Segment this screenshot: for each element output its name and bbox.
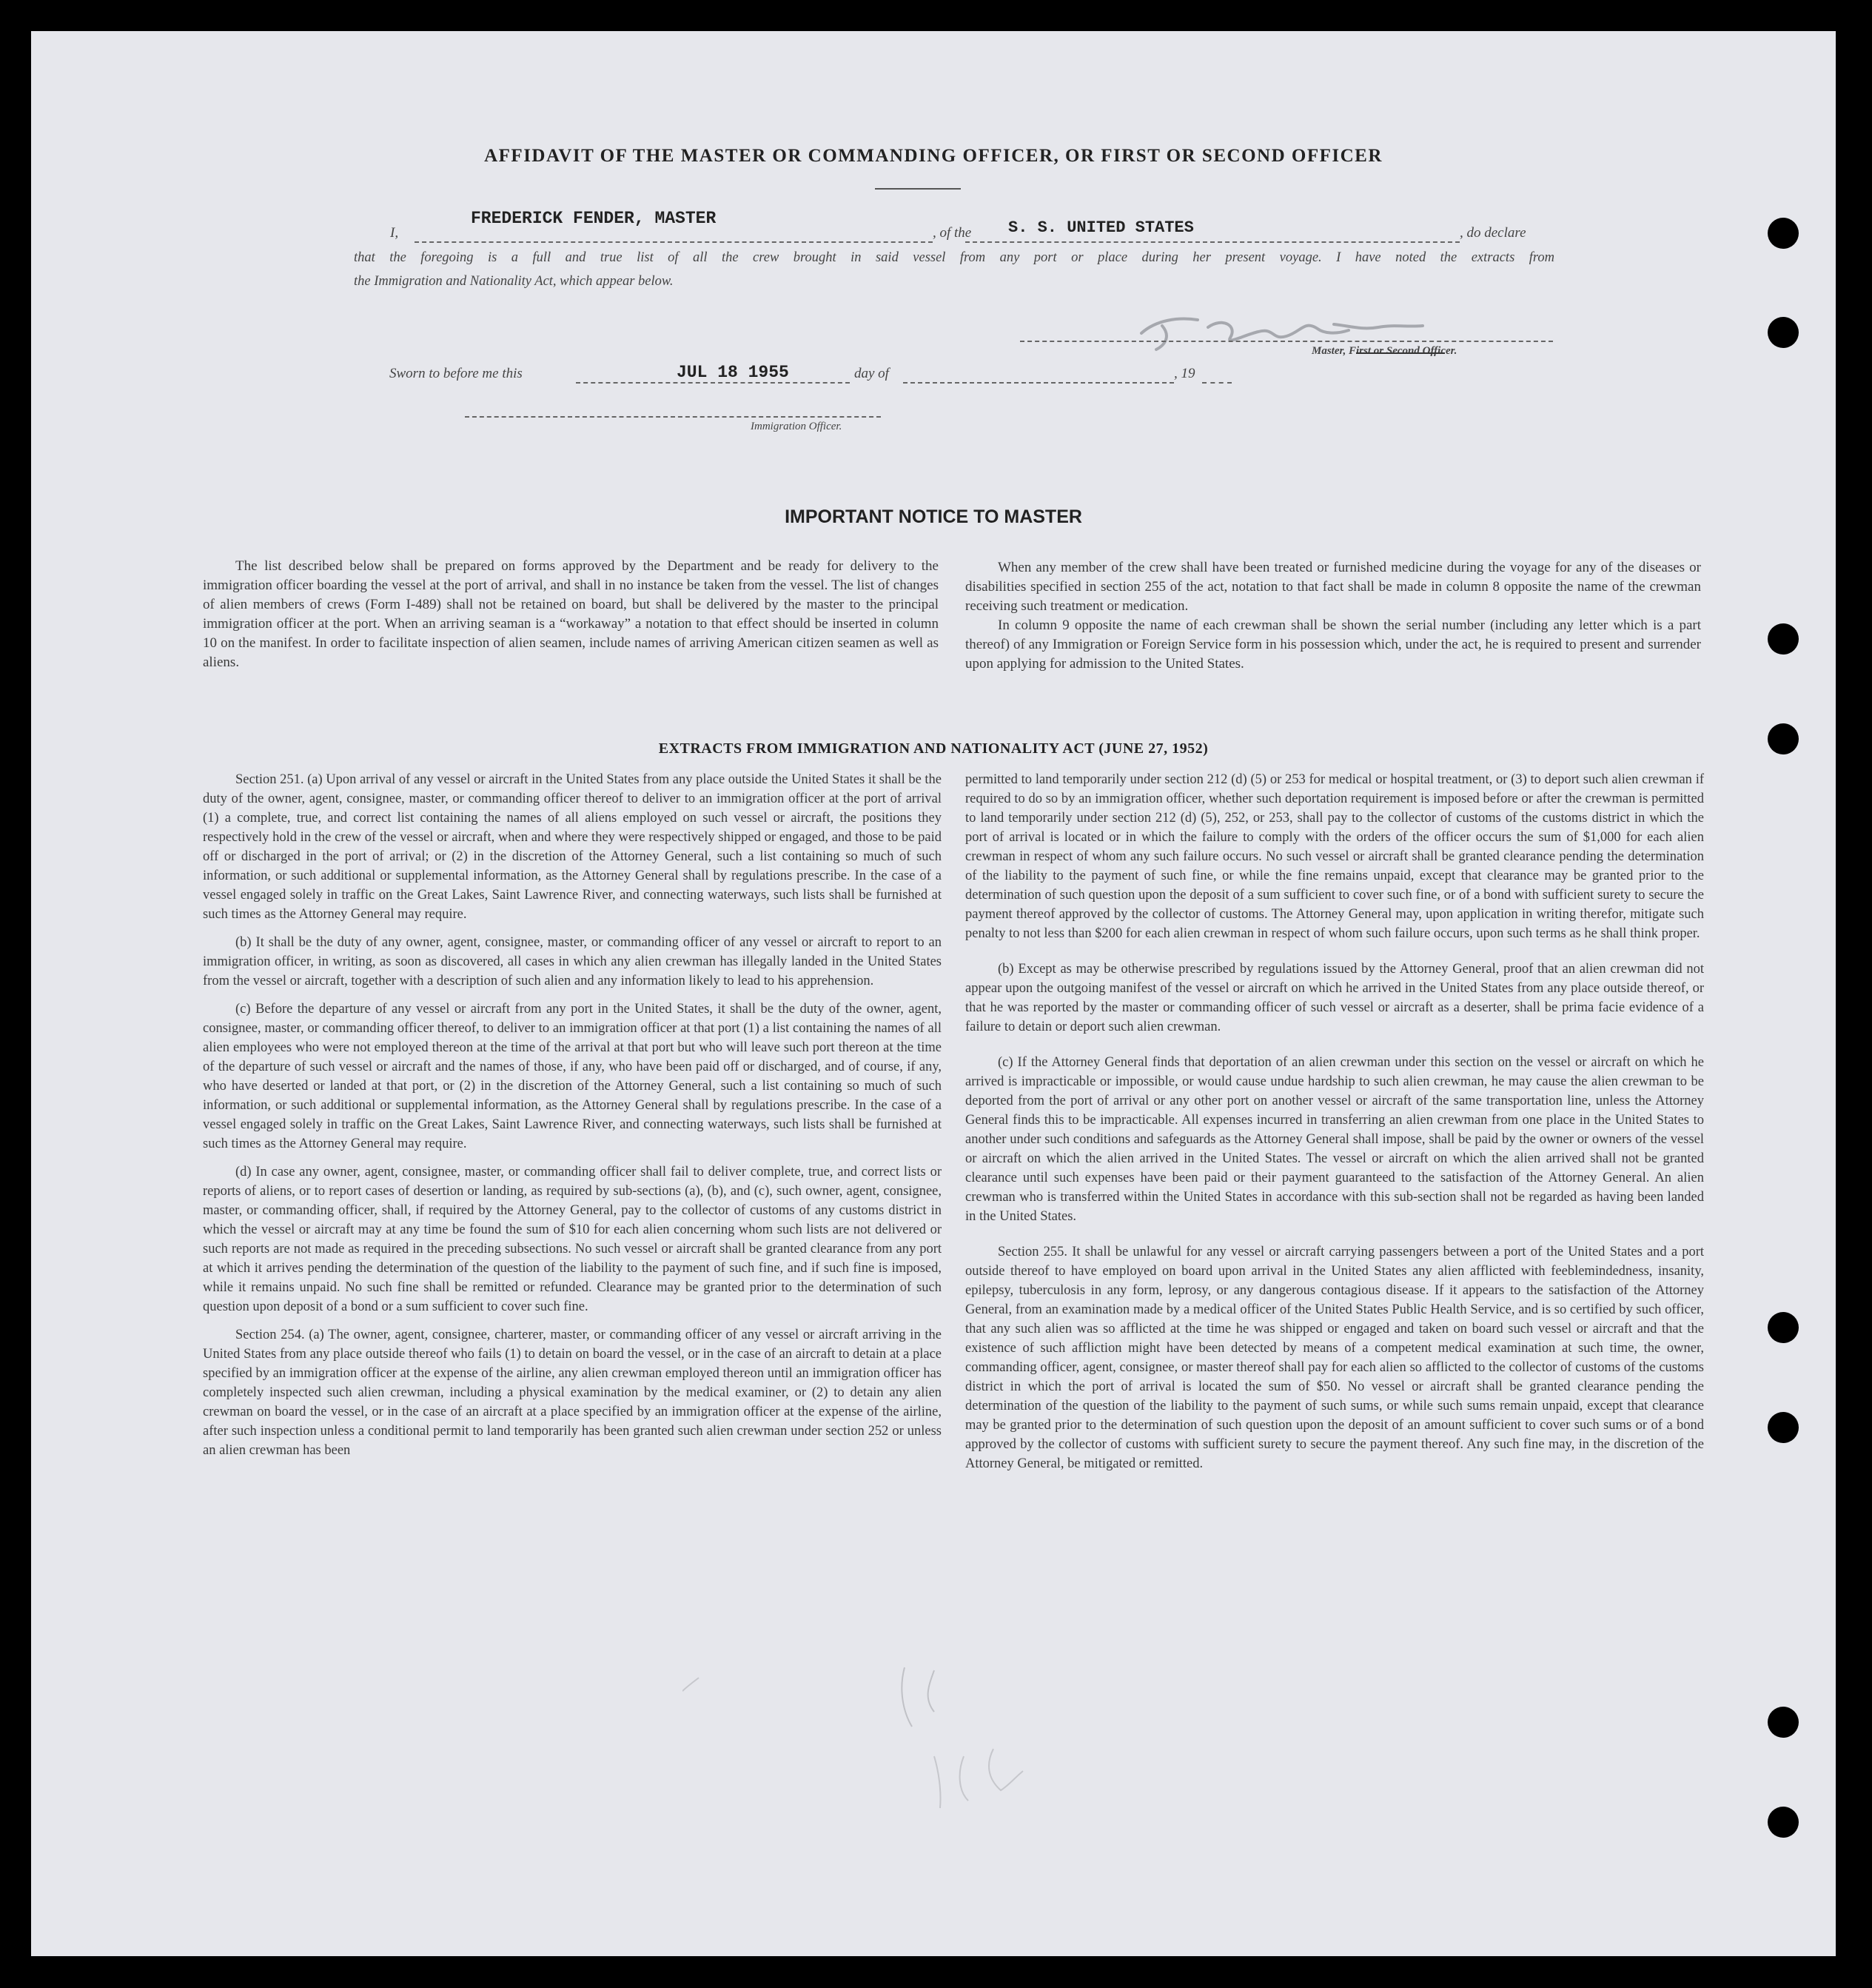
punch-hole [1768,1707,1799,1738]
signature-caption: Master, First or Second Officer. [1312,345,1457,357]
notice-right-paragraph-1: When any member of the crew shall have been treated or furnished medicine during the voyage for any of the diseases or disabilities specified in section 255 of the act, notation to that fact shall be made in column 8 opposite the name of the crewman receiving such treatment or medication. [965,560,1701,614]
declarant-name: FREDERICK FENDER, MASTER [471,209,717,228]
punch-hole [1768,1412,1799,1443]
notice-left-paragraph: The list described below shall be prepared on forms approved by the Department and be ready for delivery to the immigration officer boarding the vessel at the port of arrival, and shall in no instance be taken from the vessel. The list of changes of alien members of crews (Form I-489) shall not be retained on board, but shall be delivered by the master to the principal immigration officer at the port. When an arriving seaman is a “workaway” a notation to that effect should be inserted in column 10 on the manifest. In order to facilitate inspection of alien seamen, include names of arriving American citizen seamen as well as aliens. [203,558,939,670]
signature-line [1020,341,1553,342]
vessel-line [965,241,1460,243]
punch-hole [1768,1312,1799,1343]
punch-hole [1768,317,1799,348]
officer-line [465,416,881,418]
punch-hole [1768,218,1799,249]
notice-left [203,557,939,681]
of-the-label: , of the [933,225,972,241]
notice-heading: IMPORTANT NOTICE TO MASTER [785,506,1082,527]
section-254-b: (b) Except as may be otherwise prescribed by regulations issued by the Attorney General, proof that an alien crewman did not appear upon the outgoing manifest of the vessel or aircraft on which he arrived in the United States from any place outside thereof, or that he was reported by the master or commanding officer of such vessel or aircraft as a deserter, shall be prima facie evidence of a failure to detain or deport such alien crewman. [965,962,1704,1034]
extracts-left-column [203,770,942,1469]
year-line [1202,382,1232,384]
punch-hole [1768,1807,1799,1838]
statement-line-1: that the foregoing is a full and true list of all the crew brought in said vessel from any port or place during her present voyage. I have noted the extracts from [354,250,1554,265]
statement-line-2: the Immigration and Nationality Act, which appear below. [354,274,674,289]
officer-caption: Immigration Officer. [751,421,842,432]
notice-right-paragraph-2: In column 9 opposite the name of each crewman shall be shown the serial number (including any letter which is a part thereof) of any Immigration or Foreign Service form in his possession which, under the act, he is required to present and surrender upon applying for admission to the United States. [965,618,1701,672]
document-page [31,31,1836,1956]
strikethrough [1356,352,1445,354]
sworn-date-line [576,382,850,384]
notice-right [965,558,1701,683]
section-254-a: Section 254. (a) The owner, agent, consignee, charterer, master, or commanding officer of any vessel or aircraft arriving in the United States from any place outside thereof who fails (1) to detain on board the vessel, or in the case of an aircraft to detain at a place specified by an immigration officer at the expense of the airline, any alien crewman employed thereon until an immigration officer has completely inspected such alien crewman, including a physical examination by the medical examiner, or (2) to detain any alien crewman on board the vessel, or in the case of an aircraft at a place specified by an immigration officer at the expense of the airline, after such inspection unless a conditional permit to land temporarily has been granted such alien crewman under section 252 or unless an alien crewman has been [203,1328,942,1458]
extracts-right-column [965,770,1704,1482]
section-251-a: Section 251. (a) Upon arrival of any vessel or aircraft in the United States from any place outside the United States it shall be the duty of the owner, agent, consignee, master, or commanding officer thereof to deliver to an immigration officer at the port of arrival (1) a complete, true, and correct list containing the names of all aliens employed on such vessel or aircraft, the positions they respectively hold in the crew of the vessel or aircraft, when and where they were respectively shipped or engaged, and those to be paid off or discharged in the port of arrival; or (2) in the discretion of the Attorney General, such a list containing so much of such information, or such additional or supplemental information, as the Attorney General shall by regulations prescribe. In the case of a vessel engaged solely in traffic on the Great Lakes, Saint Lawrence River, and connecting waterways, such lists shall be furnished at such times as the Attorney General may require. [203,772,942,922]
section-251-b: (b) It shall be the duty of any owner, agent, consignee, master, or commanding officer of any vessel or aircraft to report to an immigration officer, in writing, as soon as discovered, all cases in which any alien crewman has illegally landed in the United States from the vessel or aircraft, together with a description of such alien and any information likely to lead to his apprehension. [203,935,942,988]
section-251-d: (d) In case any owner, agent, consignee, master, or commanding officer shall fail to deliver complete, true, and correct lists or reports of aliens, or to report cases of desertion or landing, as required by sub-sections (a), (b), and (c), such owner, agent, consignee, master, or commanding officer, shall, if required by the Attorney General, pay to the collector of customs of any customs district in which the vessel or aircraft may at any time be found the sum of $10 for each alien concerning whom such lists are not delivered or such reports are not made as required in the preceding subsections. No such vessel or aircraft shall be granted clearance from any port at which it arrives pending the determination of the question of the liability to the payment of such fine, and if such fine is imposed, while it remains unpaid. No such fine shall be remitted or refunded. Clearance may be granted prior to the determination of such question upon deposit of a bond or a sum sufficient to cover such fine. [203,1165,942,1314]
month-line [903,382,1174,384]
declarant-line [415,241,933,243]
i-label: I, [390,225,399,241]
do-declare-label: , do declare [1460,225,1526,241]
heading-rule [875,188,961,190]
sworn-label: Sworn to before me this [389,366,523,381]
affidavit-heading: AFFIDAVIT OF THE MASTER OR COMMANDING OFFICER, OR FIRST OR SECOND OFFICER [484,146,1383,166]
pen-marks [682,1660,1349,1853]
year-label: , 19 [1174,366,1195,381]
punch-hole [1768,623,1799,655]
vessel-name: S. S. UNITED STATES [1008,218,1194,237]
section-254-a-continued: permitted to land temporarily under section 212 (d) (5) or 253 for medical or hospital treatment, or (3) to deport such alien crewman if required to do so by an immigration officer, whether such deportation requirement is imposed before or after the crewman is permitted to land temporarily under section 212 (d) (5), 252, or 253, shall pay to the collector of customs of the customs district in which the port of arrival is located or in which the failure to comply with the orders of the officer occurs the sum of $1,000 for each alien crewman in respect of whom any such failure occurs. No such vessel or aircraft shall be granted clearance pending the determination of the liability to the payment of such fine, or while the fine remains unpaid, except that clearance may be granted prior to the determination of such question upon the deposit of a sum sufficient to cover such fine, or of a bond with sufficient surety to secure the payment thereof approved by the collector of customs. The Attorney General may, upon application in writing therefor, mitigate such penalty to not less than $200 for each alien crewman in respect of whom such failure occurs, upon such terms as he shall think proper. [965,772,1704,941]
sworn-date: JUL 18 1955 [677,363,789,382]
extracts-heading: EXTRACTS FROM IMMIGRATION AND NATIONALITY ACT (JUNE 27, 1952) [658,740,1209,757]
section-255: Section 255. It shall be unlawful for any vessel or aircraft carrying passengers between a port of the United States and a port outside thereof to have employed on board upon arrival in the United States any alien afflicted with feeblemindedness, insanity, epilepsy, tuberculosis in any form, leprosy, or any dangerous contagious disease. If it appears to the satisfaction of the Attorney General, from an examination made by a medical officer of the United States Public Health Service, and is so certified by such officer, that any such alien was so afflicted at the time he was shipped or engaged and taken on board such vessel or aircraft and that the existence of such affliction might have been detected by means of a competent medical examination at such time, the owner, commanding officer, agent, consignee, or master thereof shall pay for each alien so afflicted to the collector of customs of the customs district in which the port of arrival is located the sum of $50. No vessel or aircraft shall be granted clearance pending the determination of the question of the liability to the payment of such sums, or while such sums remain unpaid, except that clearance may be granted prior to the determination of such question upon the deposit of an amount sufficient to cover such sums or of a bond approved by the collector of customs with sufficient surety to secure the payment thereof. Any such fine may, in the discretion of the Attorney General, be mitigated or remitted. [965,1245,1704,1471]
section-251-c: (c) Before the departure of any vessel or aircraft from any port in the United States, it shall be the duty of the owner, agent, consignee, master, or commanding officer thereof, to deliver to an immigration officer at that port (1) a list containing the names of all alien employees who were not employed thereon at the time of the arrival at that port but who will leave such port thereon at the time of the departure of such vessel or aircraft and the names of those, if any, who have been paid off or discharged, and of course, if any, who have deserted or landed at that port, or (2) in the discretion of the Attorney General, such a list containing so much of such information, or such additional or supplemental information, as the Attorney General shall by regulations prescribe. In the case of a vessel engaged solely in traffic on the Great Lakes, Saint Lawrence River, and connecting waterways, such lists shall be furnished at such times as the Attorney General may require. [203,1002,942,1151]
day-of-label: day of [854,366,889,381]
section-254-c: (c) If the Attorney General finds that deportation of an alien crewman under this section on the vessel or aircraft on which he arrived is impracticable or impossible, or would cause undue hardship to such alien crewman, he may cause the alien crewman to be deported from the port of arrival or any other port on another vessel or aircraft of the same transportation line, unless the Attorney General finds this to be impracticable. All expenses incurred in transferring an alien crewman from one place in the United States to another under such conditions and safeguards as the Attorney General shall impose, shall be paid by the owner or owners of the vessel or aircraft on which the alien arrived in the United States. The vessel or aircraft on which the alien arrived shall not be granted clearance until such expenses have been paid or their payment guaranteed to the satisfaction of the Attorney General. An alien crewman who is transferred within the United States in accordance with this sub-section shall not be regarded as having been landed in the United States. [965,1055,1704,1224]
